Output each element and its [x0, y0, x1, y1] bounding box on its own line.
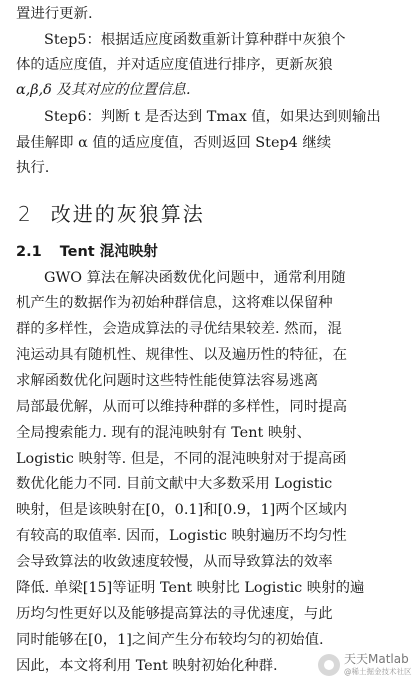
watermark — [318, 650, 414, 680]
watermark-logo-icon — [318, 654, 340, 676]
text-line: 映射，但是该映射在[0，0.1]和[0.9，1]两个区域内 — [16, 502, 348, 518]
section-title: 改进的灰狼算法 — [50, 202, 205, 226]
section-number: 2 — [18, 202, 33, 226]
text-line: 降低. 单梁[15]等证明 Tent 映射比 Logistic 映射的遍 — [16, 580, 365, 596]
text-line: α,β,δ 及其对应的位置信息. — [16, 82, 191, 98]
text-line: 机产生的数据作为初始种群信息，这将难以保留种 — [16, 295, 333, 311]
text-line: 置进行更新. — [16, 6, 93, 22]
text-line: 体的适应度值，并对适应度值进行排序，更新灰狼 — [16, 57, 333, 73]
text-line: Step5：根据适应度函数重新计算种群中灰狼个 — [44, 32, 346, 48]
text-line: GWO 算法在解决函数优化问题中，通常利用随 — [44, 270, 346, 286]
text-line: 会导致算法的收敛速度较慢，从而导致算法的效率 — [16, 554, 333, 570]
text-line: 执行. — [16, 160, 50, 176]
text-line: 历均匀性更好以及能够提高算法的寻优速度，与此 — [16, 606, 333, 622]
text-line: 沌运动具有随机性、规律性、以及遍历性的特征，在 — [16, 347, 347, 363]
text-line: Logistic 映射等. 但是，不同的混沌映射对于提高函 — [16, 451, 347, 467]
section-heading — [18, 201, 205, 227]
text-line: 因此，本文将利用 Tent 映射初始化种群. — [16, 658, 278, 674]
watermark-sub: @稀土掘金技术社区 — [344, 667, 412, 676]
text-line: 群的多样性，会造成算法的寻优结果较差. 然而，混 — [16, 321, 342, 337]
text-line: 局部最优解，从而可以维持种群的多样性，同时提高 — [16, 399, 347, 415]
text-line: 同时能够在[0，1]之间产生分布较均匀的初始值. — [16, 632, 324, 648]
text-line: Step6：判断 t 是否达到 Tmax 值，如果达到则输出 — [44, 109, 381, 125]
text-line: 求解函数优化问题时这些特性能使算法容易逃离 — [16, 373, 319, 389]
subsection-heading — [16, 242, 158, 262]
text-line: 有较高的取值率. 因而，Logistic 映射遍历不均匀性 — [16, 528, 347, 544]
watermark-name: 天天Matlab — [344, 652, 409, 666]
text-line: 数优化能力不同. 目前文献中大多数采用 Logistic — [16, 476, 333, 492]
text-line: 全局搜索能力. 现有的混沌映射有 Tent 映射、 — [16, 425, 311, 441]
subsection-title: Tent 混沌映射 — [59, 244, 158, 260]
subsection-number: 2.1 — [16, 244, 42, 260]
text-line: 最佳解即 α 值的适应度值，否则返回 Step4 继续 — [16, 135, 332, 151]
